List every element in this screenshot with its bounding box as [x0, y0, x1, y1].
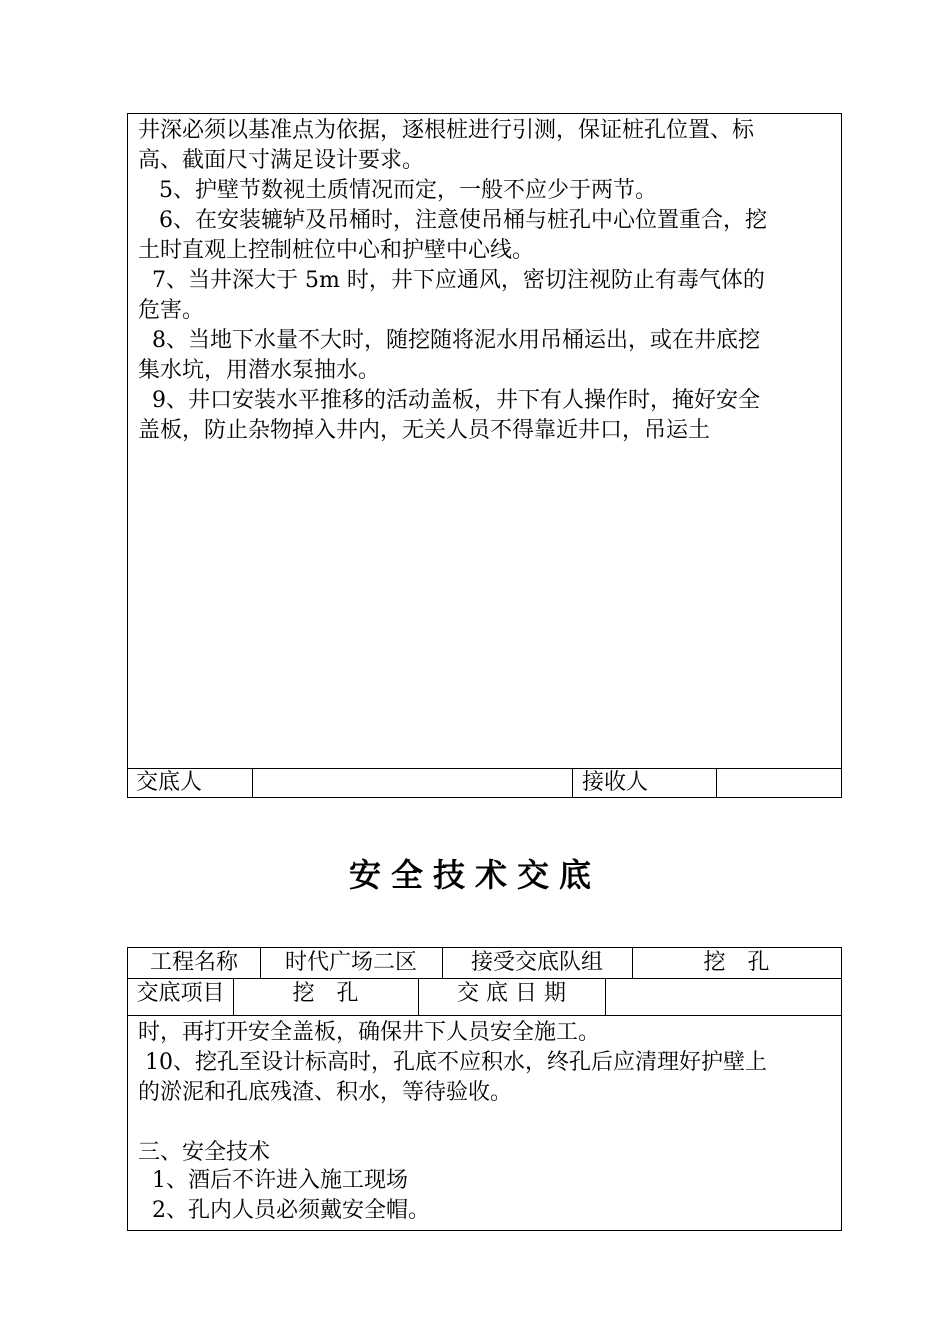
content-line: 的淤泥和孔底残渣、积水，等待验收。 [138, 1080, 513, 1105]
project-name-value: 时代广场二区 [284, 950, 417, 975]
giver-label: 交底人 [136, 770, 203, 795]
team-label: 接受交底队组 [470, 950, 603, 975]
header-row-divider [128, 1015, 841, 1016]
header-row-divider [128, 978, 841, 979]
item-label: 交底项目 [136, 981, 225, 1006]
date-label: 交 底 日 期 [457, 981, 566, 1006]
column-divider [252, 768, 253, 797]
content-line: 1、酒后不许进入施工现场 [138, 1168, 408, 1193]
content-line: 井深必须以基准点为依据，逐根桩进行引测，保证桩孔位置、标 [138, 118, 755, 143]
section-heading: 三、安全技术 [138, 1140, 271, 1165]
content-line: 盖板，防止杂物掉入井内，无关人员不得靠近井口，吊运土 [138, 418, 711, 443]
receiver-label: 接收人 [582, 770, 649, 795]
content-line: 7、当井深大于 5m 时，井下应通风，密切注视防止有毒气体的 [138, 268, 765, 293]
content-line: 8、当地下水量不大时，随挖随将泥水用吊桶运出，或在井底挖 [138, 328, 760, 353]
column-divider [716, 768, 717, 797]
signature-row-divider [128, 768, 841, 769]
column-divider [572, 768, 573, 797]
team-value: 挖 孔 [703, 950, 770, 975]
content-line: 2、孔内人员必须戴安全帽。 [138, 1198, 430, 1223]
content-line: 高、截面尺寸满足设计要求。 [138, 148, 425, 173]
column-divider [605, 978, 606, 1015]
content-line: 危害。 [138, 298, 205, 323]
item-value: 挖 孔 [292, 981, 359, 1006]
content-line: 10、挖孔至设计标高时，孔底不应积水，终孔后应清理好护壁上 [138, 1050, 767, 1075]
content-line: 时，再打开安全盖板，确保井下人员安全施工。 [138, 1020, 601, 1045]
content-line: 9、井口安装水平推移的活动盖板，井下有人操作时，掩好安全 [138, 388, 760, 413]
upper-table [127, 113, 842, 798]
content-line: 集水坑，用潜水泵抽水。 [138, 358, 381, 383]
content-line: 土时直观上控制桩位中心和护壁中心线。 [138, 238, 535, 263]
lower-table [127, 947, 842, 1231]
content-line: 6、在安装辘轳及吊桶时，注意使吊桶与桩孔中心位置重合，挖 [138, 208, 767, 233]
content-line: 5、护壁节数视土质情况而定，一般不应少于两节。 [138, 178, 657, 203]
project-name-label: 工程名称 [149, 950, 238, 975]
document-title: 安全技术交底 [348, 856, 601, 894]
